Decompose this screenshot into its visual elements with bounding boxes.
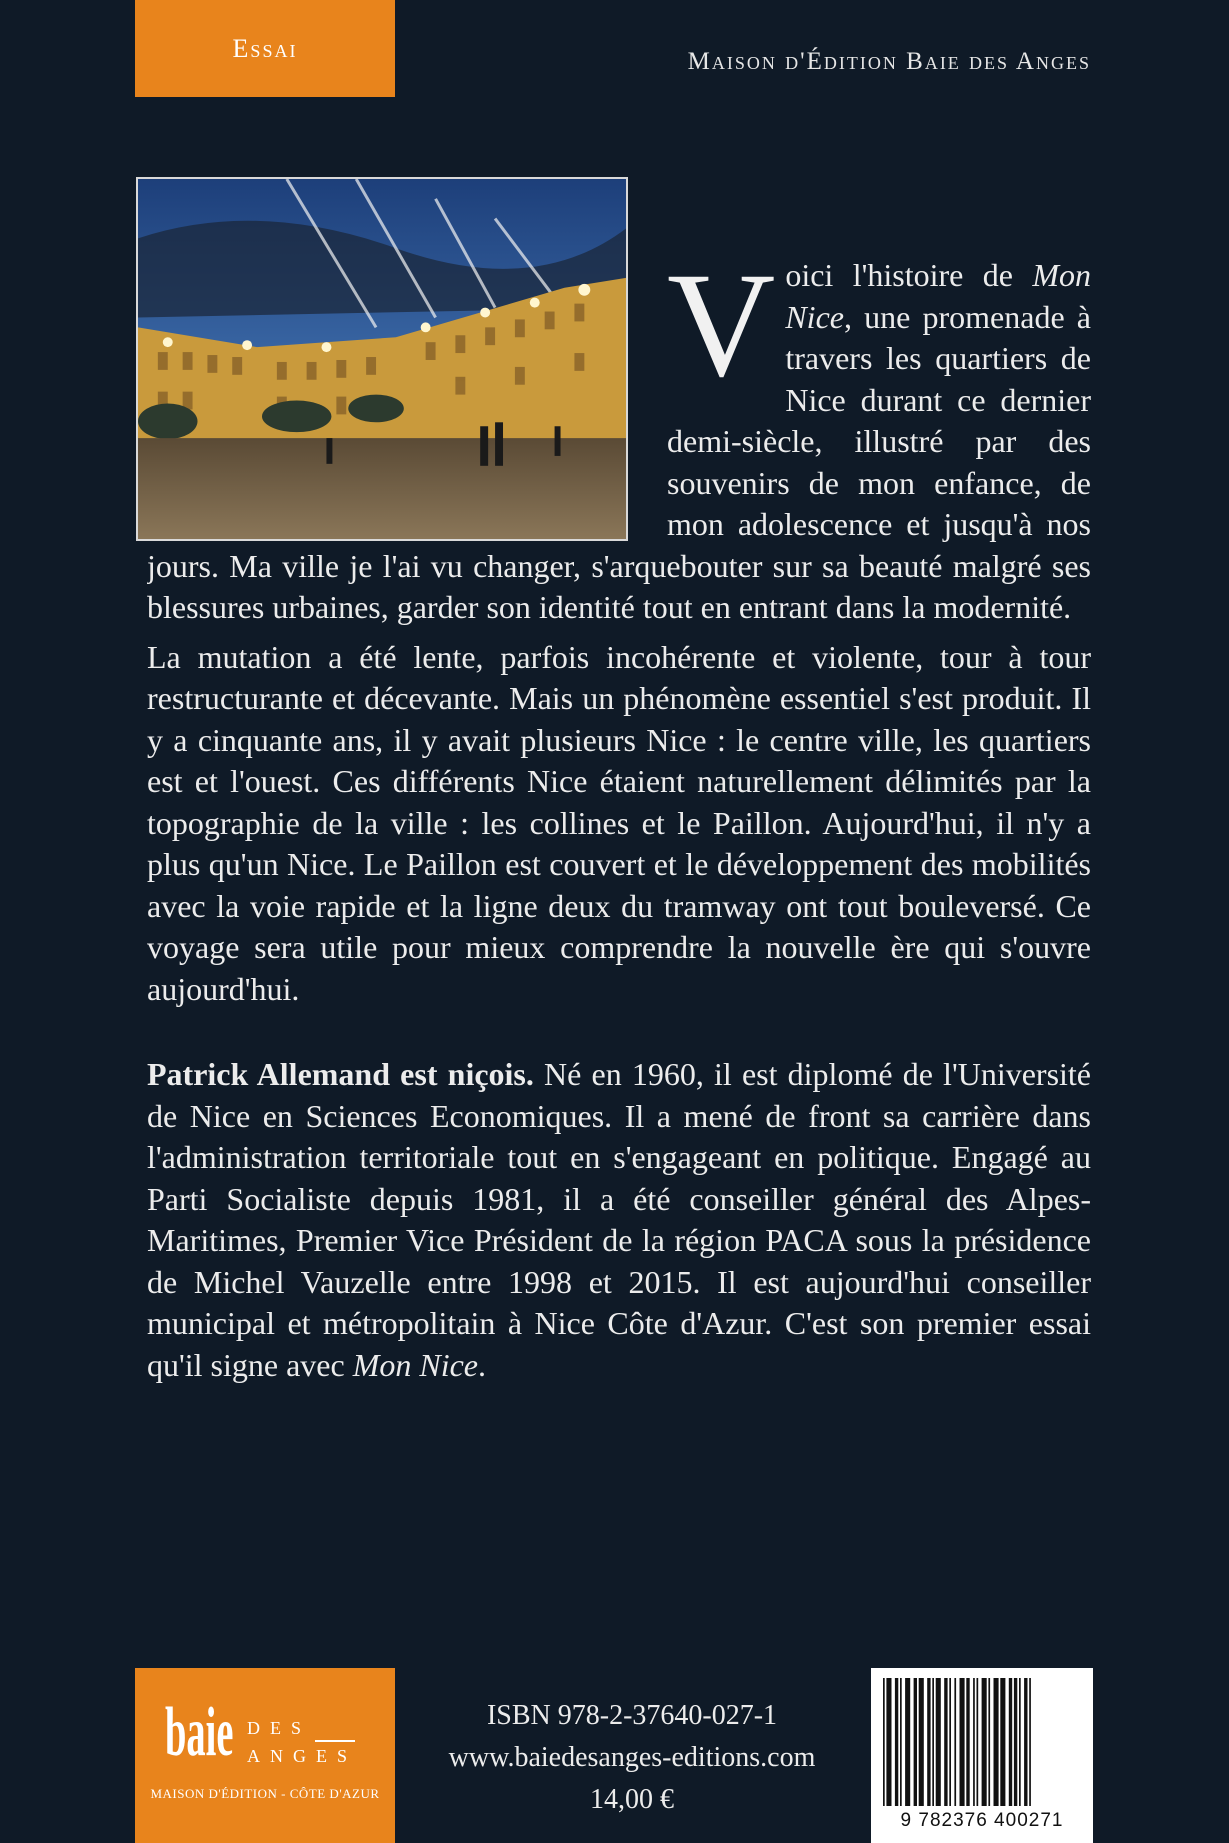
barcode-bar bbox=[1019, 1678, 1021, 1806]
barcode-bar bbox=[977, 1678, 979, 1806]
intro-continuation: , une promenade à travers les quartiers de Nice durant ce dernier demi-siècle, illustré par des souvenirs de mon enfance, de mon adolescence et jusqu'à nos jours. Ma ville je l'ai vu changer, s'arquebouter sur sa beauté malgré ses blessures urbaines, garder son identité tout en entrant dans la modernité. bbox=[147, 298, 1091, 625]
logo-anges: ANGES bbox=[247, 1746, 358, 1766]
isbn: ISBN 978-2-37640-027-1 bbox=[486, 1700, 778, 1731]
intro-first-line: oici l'histoire de bbox=[785, 257, 1013, 293]
intro-title: Mon Nice bbox=[785, 257, 1091, 335]
barcode-bar bbox=[919, 1678, 924, 1806]
barcode-bar bbox=[932, 1678, 934, 1806]
barcode-number: 9 782376 400271 bbox=[900, 1810, 1064, 1831]
barcode-bar bbox=[982, 1678, 987, 1806]
paragraph-mutation: La mutation a été lente, parfois incohérente et violente, tour à tour restructurante et décevante. Mais un phénomène essentiel s'est produit. Il y a cinquante ans, il y avait plusieurs Nice : le centre ville, les quartiers est et l'ouest. Ces différents Nice étaient naturellement délimités par la topographie de la ville : les collines et le Paillon. Aujourd'hui, il n'y a plus qu'un Nice. Le Paillon est couvert et le développement des mobilités avec la voie rapide et la ligne deux du tramway ont tout bouleversé. Ce voyage sera utile pour mieux comprendre la nouvelle ère qui s'ouvre aujourd'hui. bbox=[147, 638, 1091, 1007]
barcode bbox=[871, 1668, 1093, 1843]
barcode-bar bbox=[886, 1678, 891, 1806]
barcode-bar bbox=[936, 1678, 941, 1806]
barcode-bar bbox=[927, 1678, 930, 1806]
barcode-bars bbox=[881, 1678, 1083, 1806]
barcode-bar bbox=[944, 1678, 947, 1806]
logo-des: DES bbox=[247, 1718, 312, 1738]
barcode-bar bbox=[1024, 1678, 1027, 1806]
logo-subtitle: MAISON D'ÉDITION - CÔTE D'AZUR bbox=[150, 1786, 380, 1801]
logo-rule bbox=[315, 1740, 355, 1742]
barcode-bar bbox=[988, 1678, 990, 1806]
barcode-bar bbox=[914, 1678, 917, 1806]
author-end: . bbox=[478, 1346, 486, 1383]
body-text bbox=[147, 255, 1091, 1525]
author-lead: Patrick Allemand est niçois. bbox=[147, 1056, 534, 1092]
logo-wordmark: baie bbox=[165, 1694, 234, 1771]
barcode-bar bbox=[954, 1678, 956, 1806]
genre-label: Essai bbox=[135, 0, 395, 97]
price: 14,00 € bbox=[590, 1784, 674, 1815]
author-bio bbox=[147, 1054, 1091, 1386]
barcode-bar bbox=[960, 1678, 965, 1806]
website-link[interactable]: www.baiedesanges-editions.com bbox=[448, 1742, 816, 1773]
author-text: Né en 1960, il est diplomé de l'Université de Nice en Sciences Economiques. Il a mené de front sa carrière dans l'administration territoriale tout en s'engageant en politique. Engagé au Parti Socialiste depuis 1981, il a été conseiller général des Alpes-Maritimes, Premier Vice Président de la région PACA sous la présidence de Michel Vauzelle entre 1998 et 2015. Il est aujourd'hui conseiller municipal et métropolitain à Nice Côte d'Azur. C'est son premier essai qu'il signe avec bbox=[147, 1056, 1091, 1383]
barcode-bar bbox=[973, 1678, 975, 1806]
barcode-bar bbox=[883, 1678, 885, 1806]
barcode-bar bbox=[900, 1678, 902, 1806]
book-info bbox=[432, 1695, 832, 1821]
publisher-logo bbox=[135, 1668, 395, 1843]
barcode-bar bbox=[949, 1678, 951, 1806]
barcode-bar bbox=[1014, 1678, 1017, 1806]
barcode-bar bbox=[895, 1678, 898, 1806]
barcode-bar bbox=[1009, 1678, 1012, 1806]
drop-cap: V bbox=[667, 255, 776, 408]
barcode-bar bbox=[1029, 1678, 1031, 1806]
barcode-bar bbox=[1000, 1678, 1005, 1806]
author-book-title: Mon Nice bbox=[352, 1346, 478, 1383]
barcode-bar bbox=[966, 1678, 969, 1806]
barcode-bar bbox=[994, 1678, 999, 1806]
publisher-name: Maison d'Édition Baie des Anges bbox=[687, 48, 1091, 75]
barcode-bar bbox=[905, 1678, 910, 1806]
